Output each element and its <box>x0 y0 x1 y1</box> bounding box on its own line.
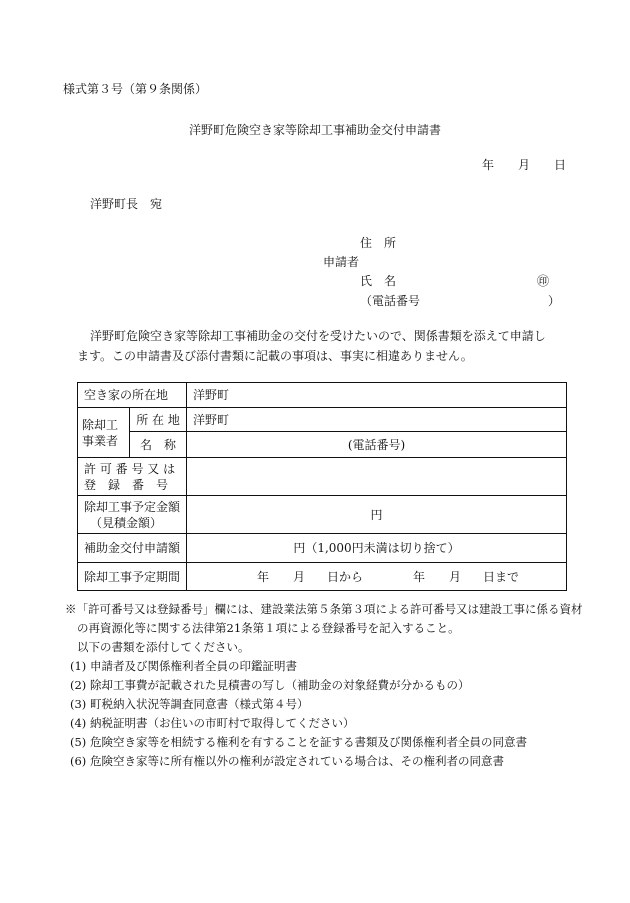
date-year-label: 年 <box>482 158 495 172</box>
estimated-cost-label-line2: （見積金額） <box>90 515 163 530</box>
table-row <box>78 563 567 591</box>
addressee: 洋野町長 宛 <box>90 197 163 211</box>
attach-item-2: (2) 除却工事費が記載された見積書の写し（補助金の対象経費が分かるもの） <box>70 678 470 692</box>
application-table <box>77 382 567 591</box>
contractor-group-label <box>78 408 130 458</box>
body-line-2: ます。この申請書及び添付書類に記載の事項は、事実に相違ありません。 <box>77 349 473 363</box>
contractor-name-label <box>130 432 187 458</box>
estimated-cost-field[interactable] <box>187 496 567 534</box>
note-asterisk-line2: の再資源化等に関する法律第21条第１項による登録番号を記入すること。 <box>77 621 460 635</box>
contractor-group-label-line2: 事業者 <box>82 433 119 448</box>
applicant-phone-close: ） <box>548 294 561 308</box>
applicant-phone-open: （電話番号 <box>360 294 421 308</box>
body-line-1: 洋野町危険空き家等除却工事補助金の交付を受けたいので、関係書類を添えて申請し <box>90 329 546 343</box>
estimated-cost-label-line1: 除却工事予定金額 <box>84 499 181 514</box>
subsidy-amount-label: 補助金交付申請額 <box>78 534 187 563</box>
estimated-cost-yen: 円 <box>370 507 383 522</box>
date-month-label: 月 <box>518 158 531 172</box>
table-row <box>78 458 567 496</box>
attach-intro: 以下の書類を添付してください。 <box>77 640 250 654</box>
applicant-name-label: 氏 名 <box>360 274 397 288</box>
work-period-field[interactable] <box>187 563 567 591</box>
table-row <box>78 408 567 432</box>
contractor-name-field[interactable] <box>187 432 567 458</box>
contractor-group-label-line1: 除却工 <box>82 417 119 432</box>
license-number-label <box>78 458 187 496</box>
attach-item-4: (4) 納税証明書（お住いの市町村で取得してください） <box>70 716 355 730</box>
date-day-label: 日 <box>554 158 567 172</box>
contractor-address-label: 所 在 地 <box>130 408 187 432</box>
subsidy-amount-note: 円（1,000円未満は切り捨て） <box>293 541 460 555</box>
license-number-label-line2: 登 録 番 号 <box>84 477 169 492</box>
applicant-label: 申請者 <box>323 255 360 269</box>
table-row <box>78 534 567 563</box>
attach-item-1: (1) 申請者及び関係権利者全員の印鑑証明書 <box>70 659 297 673</box>
contractor-name-label-b: 称 <box>164 437 177 452</box>
table-row <box>78 432 567 458</box>
license-number-field[interactable] <box>187 458 567 496</box>
contractor-address-field[interactable]: 洋野町 <box>187 408 567 432</box>
contractor-phone-label: (電話番号) <box>347 437 406 452</box>
table-row <box>78 383 567 408</box>
period-start-day: 日から <box>327 570 364 584</box>
license-number-label-line1: 許 可 番 号 又 は <box>84 461 176 476</box>
note-asterisk-line1: ※「許可番号又は登録番号」欄には、建設業法第５条第３項による許可番号又は建設工事に係る資材 <box>65 602 583 616</box>
period-end-year: 年 <box>413 570 426 584</box>
form-number: 様式第３号（第９条関係） <box>63 82 208 96</box>
contractor-name-label-a: 名 <box>140 437 153 452</box>
period-start-month: 月 <box>293 570 306 584</box>
vacant-house-location-label: 空き家の所在地 <box>78 383 187 408</box>
seal-mark: ㊞ <box>537 274 550 288</box>
period-start-year: 年 <box>257 570 270 584</box>
attach-item-3: (3) 町税納入状況等調査同意書（様式第４号） <box>70 697 309 711</box>
estimated-cost-label <box>78 496 187 534</box>
period-end-day: 日まで <box>483 570 520 584</box>
attach-item-6: (6) 危険空き家等に所有権以外の権利が設定されている場合は、その権利者の同意書 <box>70 754 504 768</box>
vacant-house-location-field[interactable]: 洋野町 <box>187 383 567 408</box>
work-period-label: 除却工事予定期間 <box>78 563 187 591</box>
applicant-address-label: 住 所 <box>360 236 397 250</box>
period-end-month: 月 <box>449 570 462 584</box>
subsidy-amount-field[interactable] <box>187 534 567 563</box>
table-row <box>78 496 567 534</box>
attach-item-5: (5) 危険空き家等を相続する権利を有することを証する書類及び関係権利者全員の同意書 <box>70 735 527 749</box>
document-title: 洋野町危険空き家等除却工事補助金交付申請書 <box>188 123 441 137</box>
